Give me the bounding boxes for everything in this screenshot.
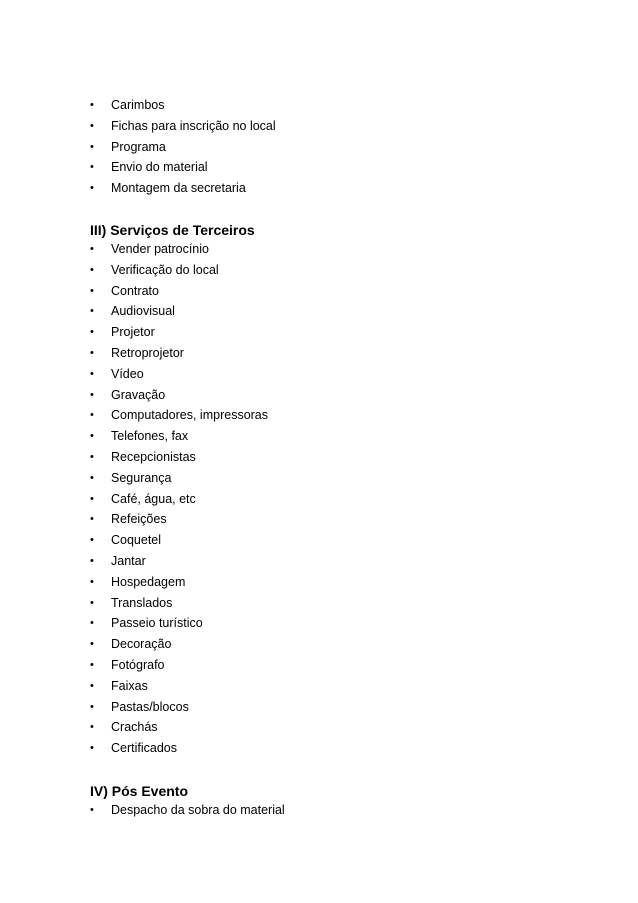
list-item-label: Contrato [111, 283, 159, 298]
list-item-label: Despacho da sobra do material [111, 803, 285, 817]
list-item-label: Verificação do local [111, 262, 219, 277]
list-item-label: Hospedagem [111, 574, 186, 589]
bullet-icon: • [90, 679, 94, 692]
list-item [90, 530, 268, 551]
list-item-label: Vídeo [111, 366, 144, 381]
list-item-label: Passeio turístico [111, 616, 203, 631]
bullet-icon: • [90, 161, 94, 174]
list-item [90, 137, 276, 158]
list-item [90, 322, 268, 343]
list-item [90, 738, 268, 759]
bullet-icon: • [90, 575, 94, 588]
list-item-label: Refeições [111, 512, 167, 527]
section-heading-servicos-de-terceiros: III) Serviços de Terceiros [90, 222, 255, 238]
list-item-label: Montagem da secretaria [111, 181, 246, 196]
bullet-icon: • [90, 326, 94, 339]
bullet-icon: • [90, 99, 94, 111]
bullet-icon: • [90, 388, 94, 401]
list-item-label: Recepcionistas [111, 449, 196, 464]
list-item [90, 116, 276, 137]
list-item-label: Telefones, fax [111, 429, 189, 444]
list-item [90, 385, 268, 406]
bullet-icon: • [90, 140, 94, 153]
list-item [90, 613, 268, 634]
section-heading-pos-evento: IV) Pós Evento [90, 783, 189, 799]
bullet-icon: • [90, 596, 94, 609]
list-item [90, 509, 268, 530]
bullet-icon: • [90, 804, 94, 816]
bullet-list [90, 239, 268, 759]
list-item [90, 572, 268, 593]
list-item [90, 593, 268, 614]
list-item-label: Vender patrocínio [111, 242, 209, 256]
list-item-label: Certificados [111, 741, 177, 756]
list-item [90, 717, 268, 738]
list-item-label: Gravação [111, 387, 166, 402]
list-item [90, 676, 268, 697]
list-item [90, 697, 268, 718]
list-item-label: Coquetel [111, 533, 162, 548]
list-item-label: Faixas [111, 678, 148, 693]
list-item [90, 447, 268, 468]
list-item-label: Pastas/blocos [111, 699, 189, 714]
bullet-icon: • [90, 471, 94, 484]
bullet-icon: • [90, 119, 94, 132]
list-item-label: Crachás [111, 720, 158, 735]
bullet-icon: • [90, 409, 94, 422]
list-item [90, 426, 268, 447]
bullet-icon: • [90, 658, 94, 671]
list-item-label: Envio do material [111, 160, 208, 175]
checklist-section-servicos-de-terceiros [90, 239, 268, 759]
list-item-label: Café, água, etc [111, 491, 196, 506]
list-item-label: Programa [111, 139, 166, 154]
list-item-label: Fichas para inscrição no local [111, 118, 276, 133]
bullet-icon: • [90, 513, 94, 526]
list-item [90, 239, 268, 260]
list-item [90, 157, 276, 178]
bullet-icon: • [90, 554, 94, 567]
list-item-label: Projetor [111, 325, 155, 340]
bullet-icon: • [90, 700, 94, 713]
checklist-section-pos-evento [90, 800, 285, 821]
bullet-list [90, 800, 285, 821]
bullet-icon: • [90, 263, 94, 276]
bullet-list [90, 95, 276, 199]
list-item [90, 178, 276, 199]
bullet-icon: • [90, 721, 94, 734]
list-item-label: Computadores, impressoras [111, 408, 269, 423]
bullet-icon: • [90, 182, 94, 195]
list-item [90, 301, 268, 322]
bullet-icon: • [90, 534, 94, 547]
checklist-section-1 [90, 95, 276, 199]
list-item [90, 655, 268, 676]
list-item [90, 489, 268, 510]
bullet-icon: • [90, 450, 94, 463]
list-item-label: Jantar [111, 553, 146, 568]
bullet-icon: • [90, 243, 94, 255]
list-item [90, 800, 285, 821]
bullet-icon: • [90, 346, 94, 359]
list-item-label: Segurança [111, 470, 172, 485]
list-item-label: Carimbos [111, 98, 165, 112]
bullet-icon: • [90, 742, 94, 755]
list-item [90, 468, 268, 489]
list-item-label: Fotógrafo [111, 657, 165, 672]
list-item [90, 95, 276, 116]
bullet-icon: • [90, 367, 94, 380]
list-item [90, 364, 268, 385]
list-item-label: Audiovisual [111, 304, 175, 319]
bullet-icon: • [90, 617, 94, 630]
list-item [90, 281, 268, 302]
bullet-icon: • [90, 492, 94, 505]
bullet-icon: • [90, 638, 94, 651]
list-item [90, 405, 268, 426]
list-item [90, 260, 268, 281]
list-item [90, 634, 268, 655]
bullet-icon: • [90, 284, 94, 297]
bullet-icon: • [90, 430, 94, 443]
list-item-label: Translados [111, 595, 173, 610]
list-item [90, 551, 268, 572]
list-item-label: Retroprojetor [111, 345, 184, 360]
bullet-icon: • [90, 305, 94, 318]
list-item [90, 343, 268, 364]
list-item-label: Decoração [111, 637, 172, 652]
